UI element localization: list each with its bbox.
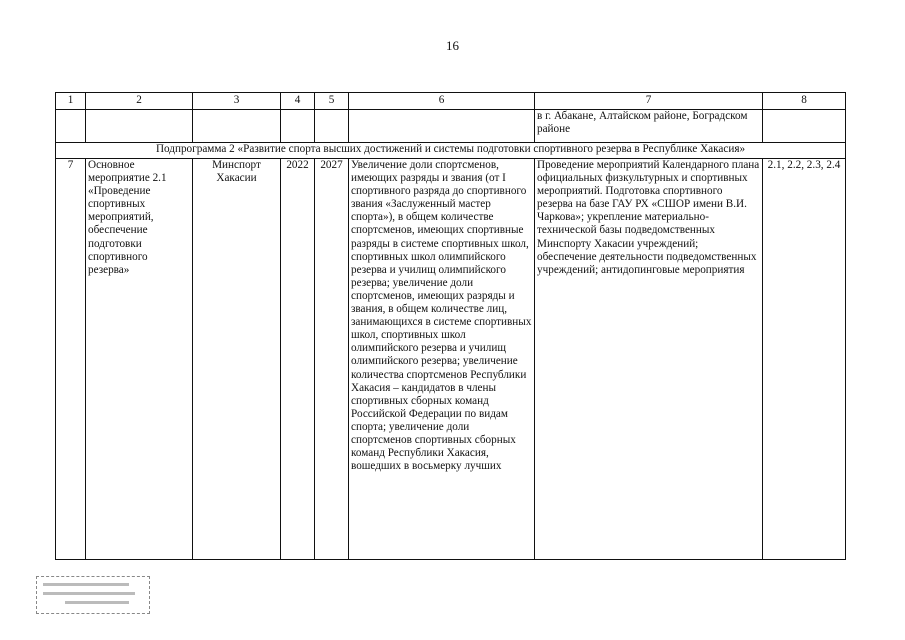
empty-cell <box>763 110 846 143</box>
notice-stamp <box>36 576 150 614</box>
start-year: 2022 <box>281 159 315 560</box>
end-year: 2027 <box>315 159 349 560</box>
indicators: Увеличение доли спортсменов, имеющих разряды и звания (от I спортивного разряда до спортивного звания «Заслуженный мастер спорта»), в общем количестве спортсменов, имеющих спортивные разряды в системе спортивных школ, спортивных школ олимпийского резерва и училищ олимпийского резерва; увеличение доли спортсменов, имеющих разряды и звания, в общем количестве лиц, занимающихся в системе спортивных школ, спортивных школ олимпийского резерва и училищ олимпийского резерва; увеличение количества спортсменов Республики Хакасия – кандидатов в члены спортивных сборных команд Российской Федерации по видам спорта; увеличение доли спортсменов спортивных сборных команд Республики Хакасия, вошедших в восьмерку лучших <box>349 159 535 560</box>
header-cell: 2 <box>86 93 193 110</box>
header-row <box>56 93 846 110</box>
continuation-text: в г. Абакане, Алтайском районе, Боградском районе <box>535 110 763 143</box>
indicator-links: 2.1, 2.2, 2.3, 2.4 <box>763 159 846 560</box>
subprogram-title: Подпрограмма 2 «Развитие спорта высших достижений и системы подготовки спортивного резерва в Республике Хакасия» <box>56 143 846 159</box>
header-cell: 7 <box>535 93 763 110</box>
empty-cell <box>315 110 349 143</box>
program-table <box>55 92 846 560</box>
header-cell: 1 <box>56 93 86 110</box>
empty-cell <box>193 110 281 143</box>
executor: Минспорт Хакасии <box>193 159 281 560</box>
header-cell: 3 <box>193 93 281 110</box>
header-cell: 5 <box>315 93 349 110</box>
continuation-row <box>56 110 846 143</box>
row-number: 7 <box>56 159 86 560</box>
page-number: 16 <box>446 38 459 53</box>
empty-cell <box>281 110 315 143</box>
table-row <box>56 159 846 560</box>
header-cell: 8 <box>763 93 846 110</box>
empty-cell <box>56 110 86 143</box>
activities: Проведение мероприятий Календарного плана официальных физкультурных и спортивных мероприятий. Подготовка спортивного резерва на базе ГАУ РХ «СШОР имени В.И. Чаркова»; укрепление материально-технической базы подведомственных Минспорту Хакасии учреждений; обеспечение деятельности подведомственных учреждений; антидопинговые мероприятия <box>535 159 763 560</box>
header-cell: 6 <box>349 93 535 110</box>
subprogram-row <box>56 143 846 159</box>
empty-cell <box>349 110 535 143</box>
header-cell: 4 <box>281 93 315 110</box>
measure-name: Основное мероприятие 2.1 «Проведение спортивных мероприятий, обеспечение подготовки спортивного резерва» <box>86 159 193 560</box>
empty-cell <box>86 110 193 143</box>
